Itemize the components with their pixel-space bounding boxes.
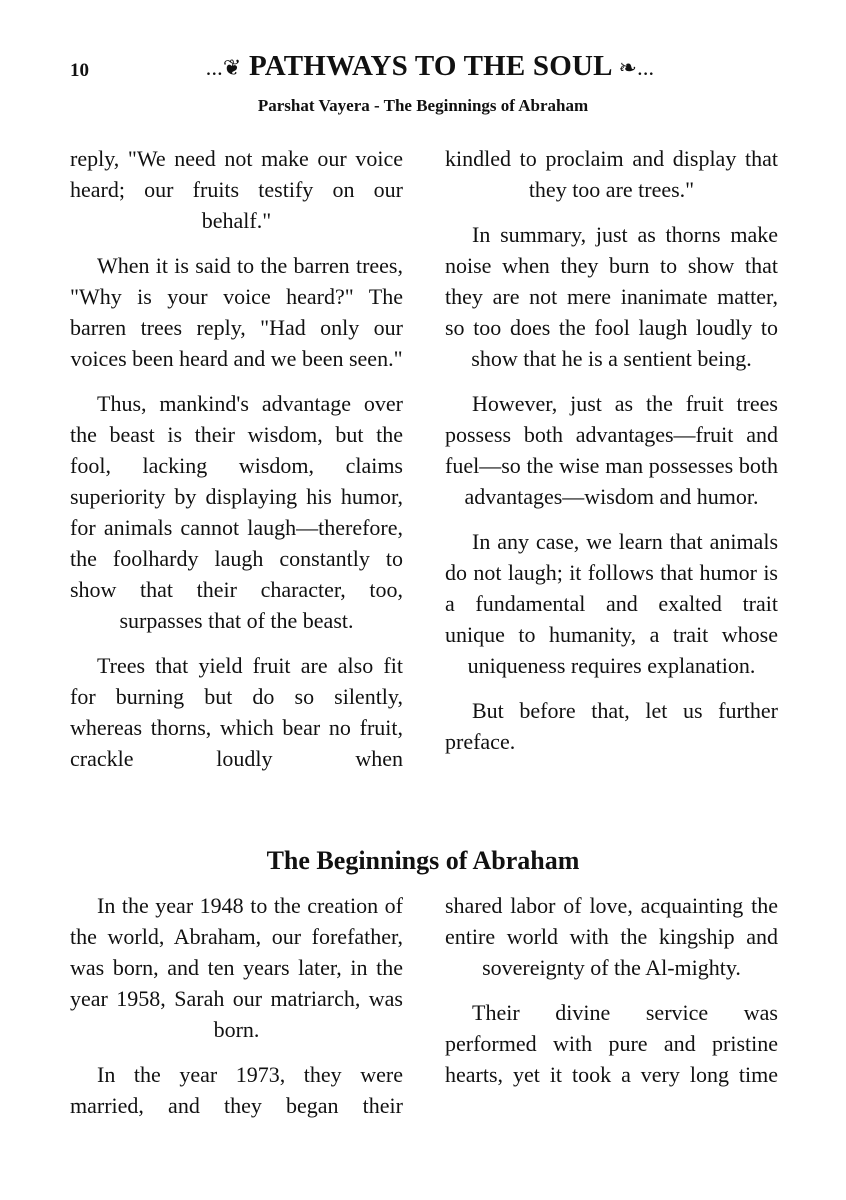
section1-left-column — [70, 143, 403, 788]
paragraph: Thus, mankind's advantage over the beast is their wisdom, but the fool, lacking wisdom, claims superiority by displaying his humor, for animals cannot laugh—therefore, the foolhardy laugh constantly to show that their character, too, surpasses that of the beast. — [70, 391, 403, 633]
paragraph: shared labor of love, acquainting the entire world with the kingship and sovereignty of the Al-mighty. — [445, 893, 778, 980]
chapter-subtitle: Parshat Vayera - The Beginnings of Abraham — [257, 96, 589, 115]
paragraph: Their divine service was performed with pure and pristine hearts, yet it took a very long time — [445, 1000, 778, 1087]
paragraph: kindled to proclaim and display that they too are trees." — [445, 146, 778, 202]
section1-right-column — [445, 143, 778, 771]
ornament-right-icon: ❧... — [618, 55, 655, 80]
paragraph: But before that, let us further preface. — [445, 698, 778, 754]
ornament-left-icon: ...❦ — [205, 55, 242, 80]
section2-left-column — [70, 890, 403, 1135]
paragraph: Trees that yield fruit are also fit for burning but do so silently, whereas thorns, which bear no fruit, crackle loudly when — [70, 653, 403, 771]
paragraph: In summary, just as thorns make noise when they burn to show that they are not mere inanimate matter, so too does the fool laugh loudly to show that he is a sentient being. — [445, 222, 778, 371]
paragraph: reply, "We need not make our voice heard; our fruits testify on our behalf." — [70, 146, 403, 233]
section-heading: The Beginnings of Abraham — [266, 846, 580, 875]
paragraph: In the year 1948 to the creation of the world, Abraham, our forefather, was born, and ten years later, in the year 1958, Sarah our matriarch, was born. — [70, 893, 403, 1042]
paragraph: In the year 1973, they were married, and they began their — [70, 1062, 403, 1118]
book-title: PATHWAYS TO THE SOUL — [248, 50, 612, 82]
page-number: 10 — [70, 60, 89, 81]
section2-right-column — [445, 890, 778, 1104]
paragraph: When it is said to the barren trees, "Why is your voice heard?" The barren trees reply, "Had only our voices been heard and we been seen." — [70, 253, 403, 371]
paragraph: However, just as the fruit trees possess both advantages—fruit and fuel—so the wise man possesses both advantages—wisdom and humor. — [445, 391, 778, 509]
running-header — [130, 50, 730, 83]
paragraph: In any case, we learn that animals do not laugh; it follows that humor is a fundamental and exalted trait unique to humanity, a trait whose uniqueness requires explanation. — [445, 529, 778, 678]
